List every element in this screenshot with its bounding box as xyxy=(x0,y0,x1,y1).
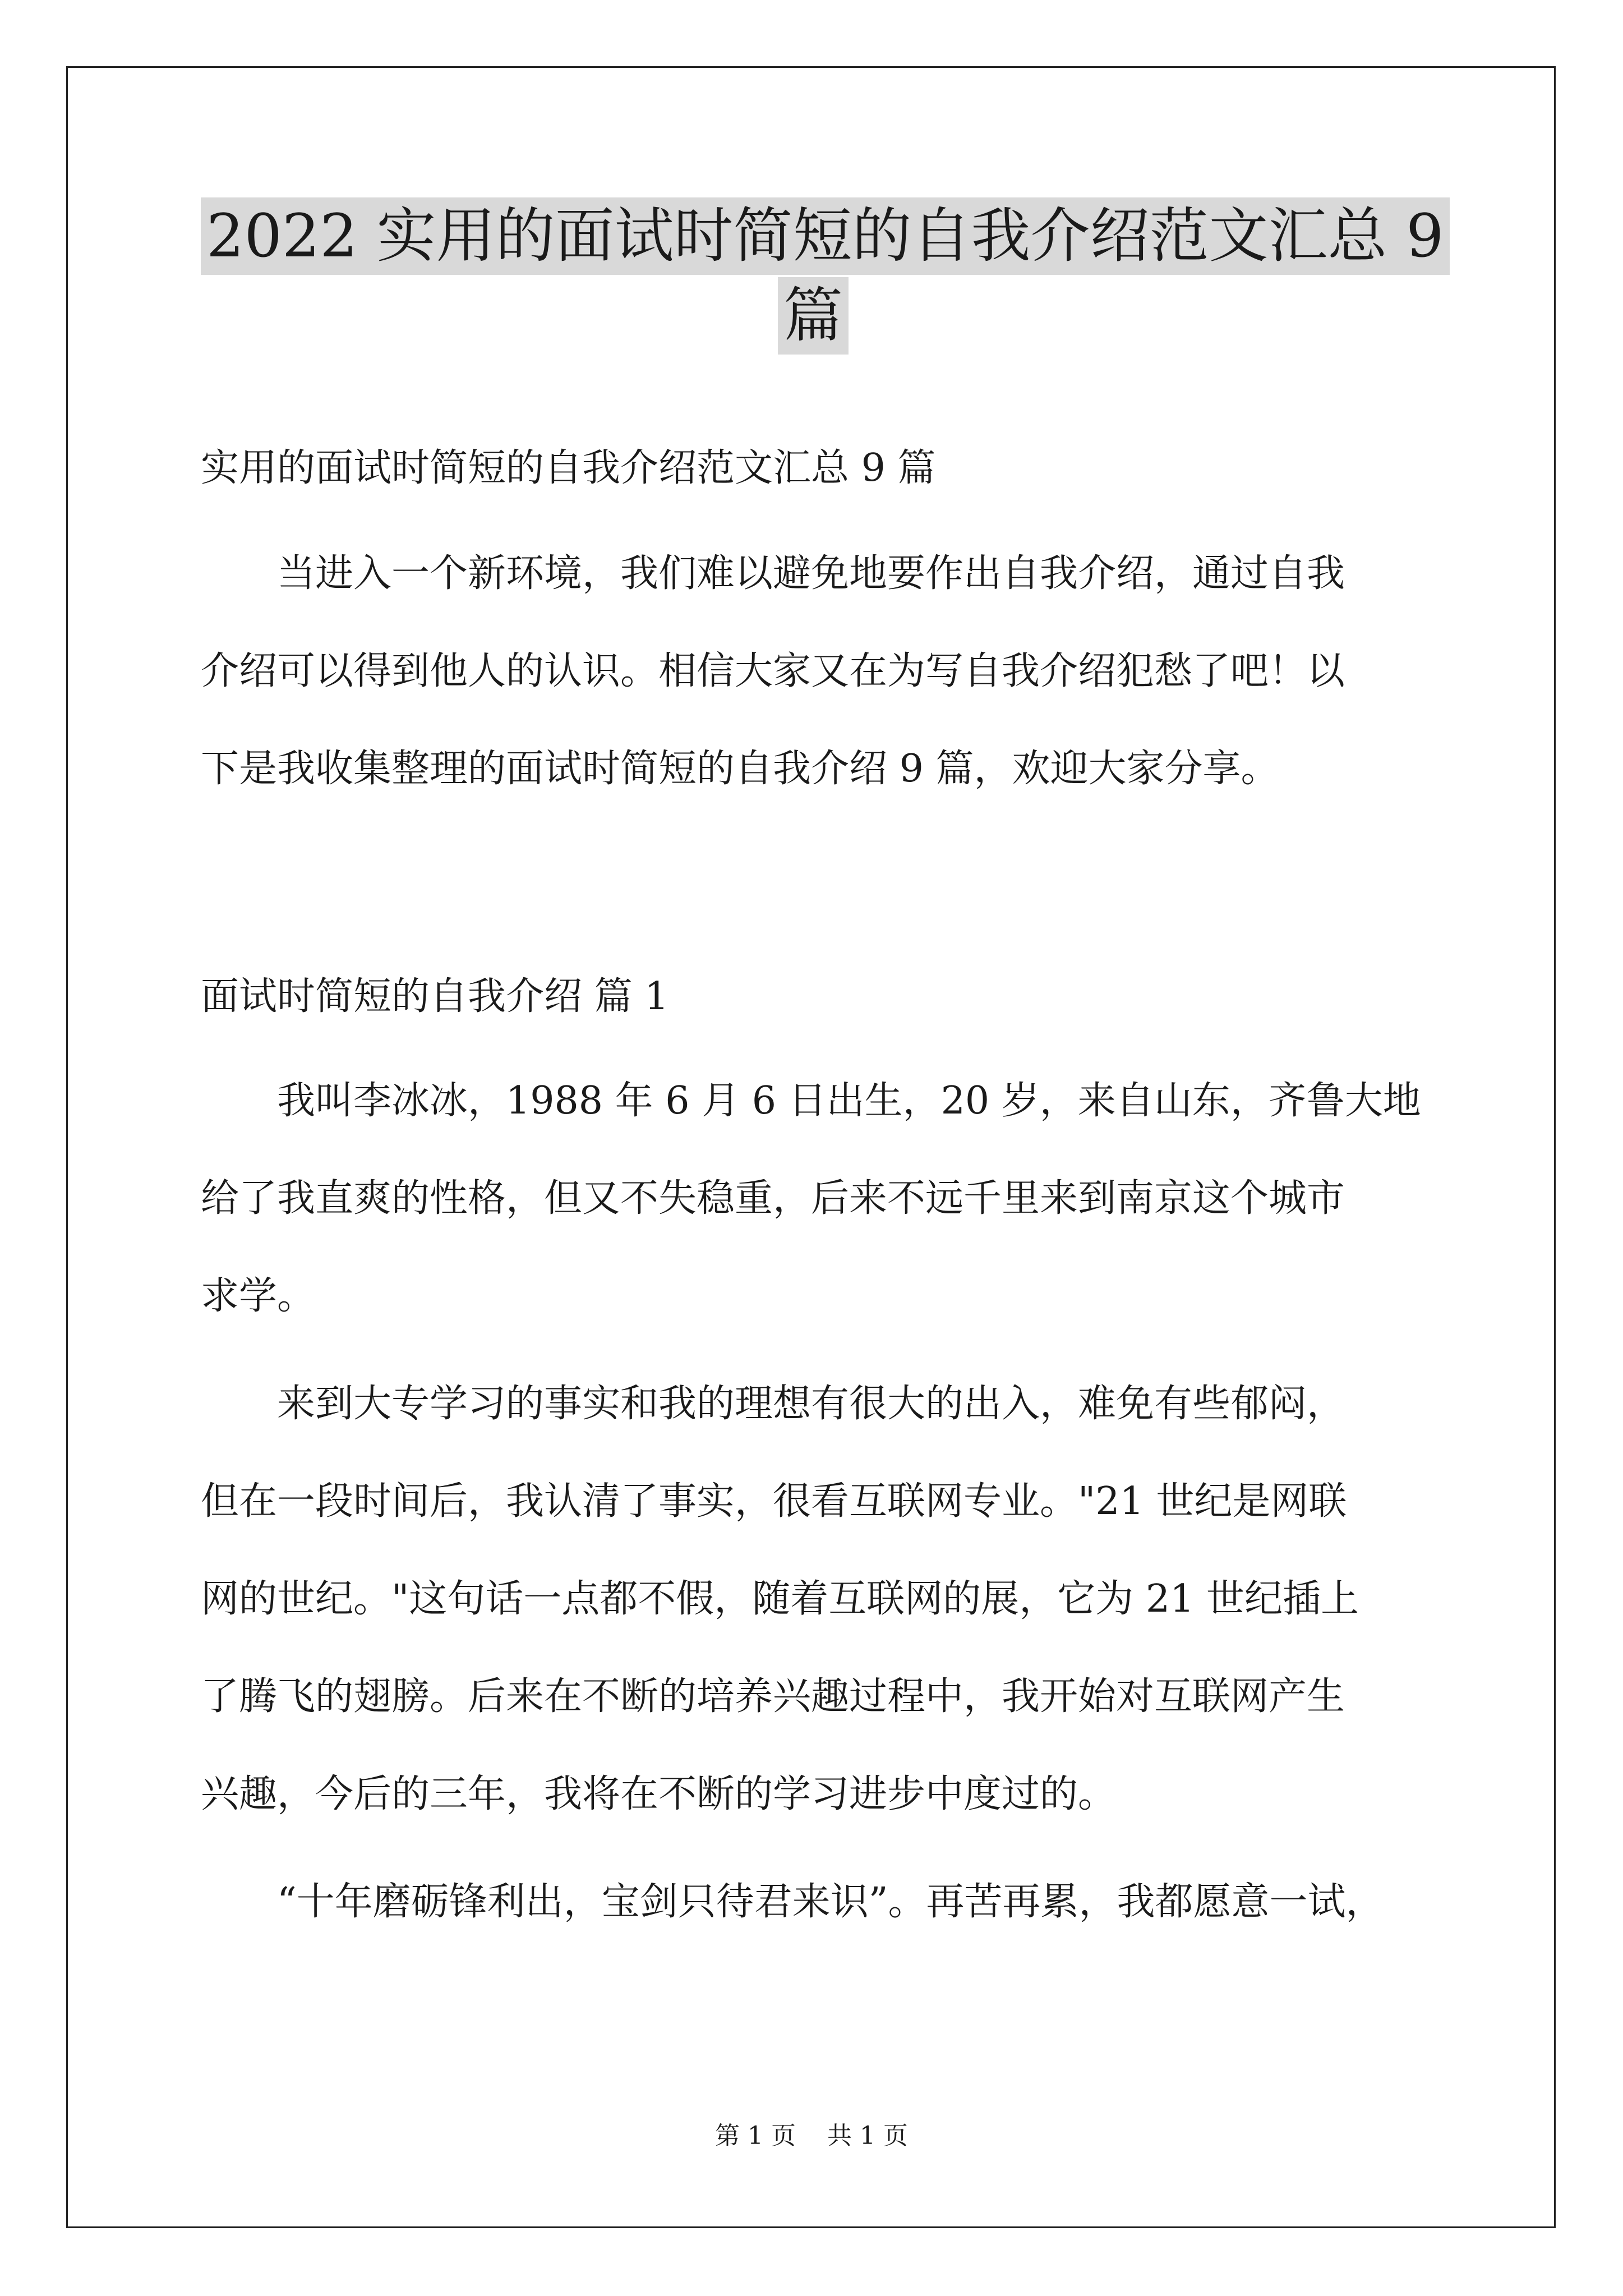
section-heading: 面试时简短的自我介绍 篇 1 xyxy=(201,974,669,1019)
document-body xyxy=(201,0,1444,2296)
page-number-current: 第 1 页 xyxy=(715,2122,796,2150)
page-number-total: 共 1 页 xyxy=(827,2122,908,2150)
document-subtitle: 实用的面试时简短的自我介绍范文汇总 9 篇 xyxy=(201,446,936,490)
title-line-2: 篇 xyxy=(778,277,849,355)
title-line-1: 2022 实用的面试时简短的自我介绍范文汇总 9 xyxy=(201,197,1450,275)
para1-line-3: 求学。 xyxy=(201,1274,316,1318)
intro-line-1: 当进入一个新环境，我们难以避免地要作出自我介绍，通过自我 xyxy=(201,551,1345,596)
para1-line-1: 我叫李冰冰，1988 年 6 月 6 日出生，20 岁，来自山东，齐鲁大地 xyxy=(201,1079,1421,1123)
para3-line-1: “十年磨砺锋利出，宝剑只待君来识”。再苦再累，我都愿意一试， xyxy=(201,1880,1384,1924)
intro-line-3: 下是我收集整理的面试时简短的自我介绍 9 篇，欢迎大家分享。 xyxy=(201,747,1279,791)
para2-line-3: 网的世纪。"这句话一点都不假，随着互联网的展，它为 21 世纪插上 xyxy=(201,1577,1359,1621)
intro-line-2: 介绍可以得到他人的认识。相信大家又在为写自我介绍犯愁了吧！以 xyxy=(201,649,1345,693)
para2-line-1: 来到大专学习的事实和我的理想有很大的出入，难免有些郁闷， xyxy=(201,1382,1345,1426)
para2-line-5: 兴趣，今后的三年，我将在不断的学习进步中度过的。 xyxy=(201,1772,1117,1816)
para2-line-2: 但在一段时间后，我认清了事实，很看互联网专业。"21 世纪是网联 xyxy=(201,1479,1347,1524)
para2-line-4: 了腾飞的翅膀。后来在不断的培养兴趣过程中，我开始对互联网产生 xyxy=(201,1674,1345,1719)
para1-line-2: 给了我直爽的性格，但又不失稳重，后来不远千里来到南京这个城市 xyxy=(201,1176,1345,1221)
page-footer xyxy=(0,2119,1623,2153)
document-title xyxy=(201,197,1444,355)
